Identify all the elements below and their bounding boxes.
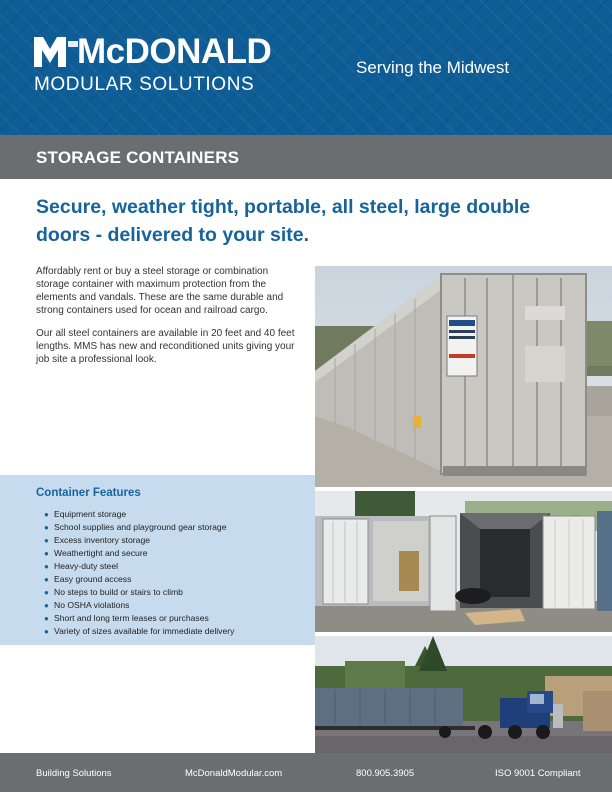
photo-open-containers — [315, 491, 612, 632]
bullet-icon: ● — [44, 627, 49, 636]
features-box — [0, 475, 315, 645]
header-banner — [0, 0, 612, 135]
intro-paragraph-2: Our all steel containers are available in 20 feet and 40 feet lengths. MMS has new and reconditioned units giving your job site a professional look. — [36, 328, 295, 365]
footer-bar — [0, 753, 612, 792]
logo-mark-icon — [34, 35, 78, 67]
photo-delivery-truck — [315, 636, 612, 753]
bullet-icon: ● — [44, 575, 49, 584]
feature-item: ● School supplies and playground gear storage — [44, 522, 227, 532]
footer-phone[interactable]: 800.905.3905 — [356, 768, 415, 779]
feature-item: ● Heavy-duty steel — [44, 561, 119, 571]
bullet-icon: ● — [44, 588, 49, 597]
intro-text — [36, 265, 298, 376]
features-list — [44, 508, 234, 638]
feature-item: ● Short and long term leases or purchases — [44, 613, 209, 623]
feature-item: ● No steps to build or stairs to climb — [44, 587, 183, 597]
feature-item: ● Equipment storage — [44, 509, 127, 519]
footer-iso-compliance: ISO 9001 Compliant — [495, 768, 581, 779]
feature-item: ● Easy ground access — [44, 574, 132, 584]
feature-item: ● No OSHA violations — [44, 600, 130, 610]
feature-item: ● Excess inventory storage — [44, 535, 151, 545]
page-headline: Secure, weather tight, portable, all steel, large double doors - delivered to your site. — [36, 196, 531, 246]
company-logo[interactable] — [34, 32, 272, 95]
bullet-icon: ● — [44, 601, 49, 610]
footer-website-link[interactable]: McDonaldModular.com — [185, 768, 283, 779]
bullet-icon: ● — [44, 523, 49, 532]
feature-item: ● Weathertight and secure — [44, 548, 148, 558]
logo-wordmark-bottom: MODULAR SOLUTIONS — [34, 74, 255, 95]
footer-building-solutions: Building Solutions — [36, 768, 112, 779]
tagline: Serving the Midwest — [356, 58, 510, 77]
bullet-icon: ● — [44, 614, 49, 623]
section-bar — [0, 135, 612, 179]
section-title: STORAGE CONTAINERS — [36, 148, 240, 167]
bullet-icon: ● — [44, 562, 49, 571]
bullet-icon: ● — [44, 549, 49, 558]
bullet-icon: ● — [44, 510, 49, 519]
logo-wordmark-top: McDONALD — [77, 32, 272, 71]
features-title: Container Features — [36, 487, 141, 499]
bullet-icon: ● — [44, 536, 49, 545]
photo-closed-container — [315, 266, 612, 487]
feature-item: ● Variety of sizes available for immediate delivery — [44, 626, 235, 636]
intro-paragraph-1: Affordably rent or buy a steel storage or combination storage container with maximum protection from the elements and vandals. These are the same durable and strong containers used for ocean and railroad cargo. — [36, 266, 284, 316]
